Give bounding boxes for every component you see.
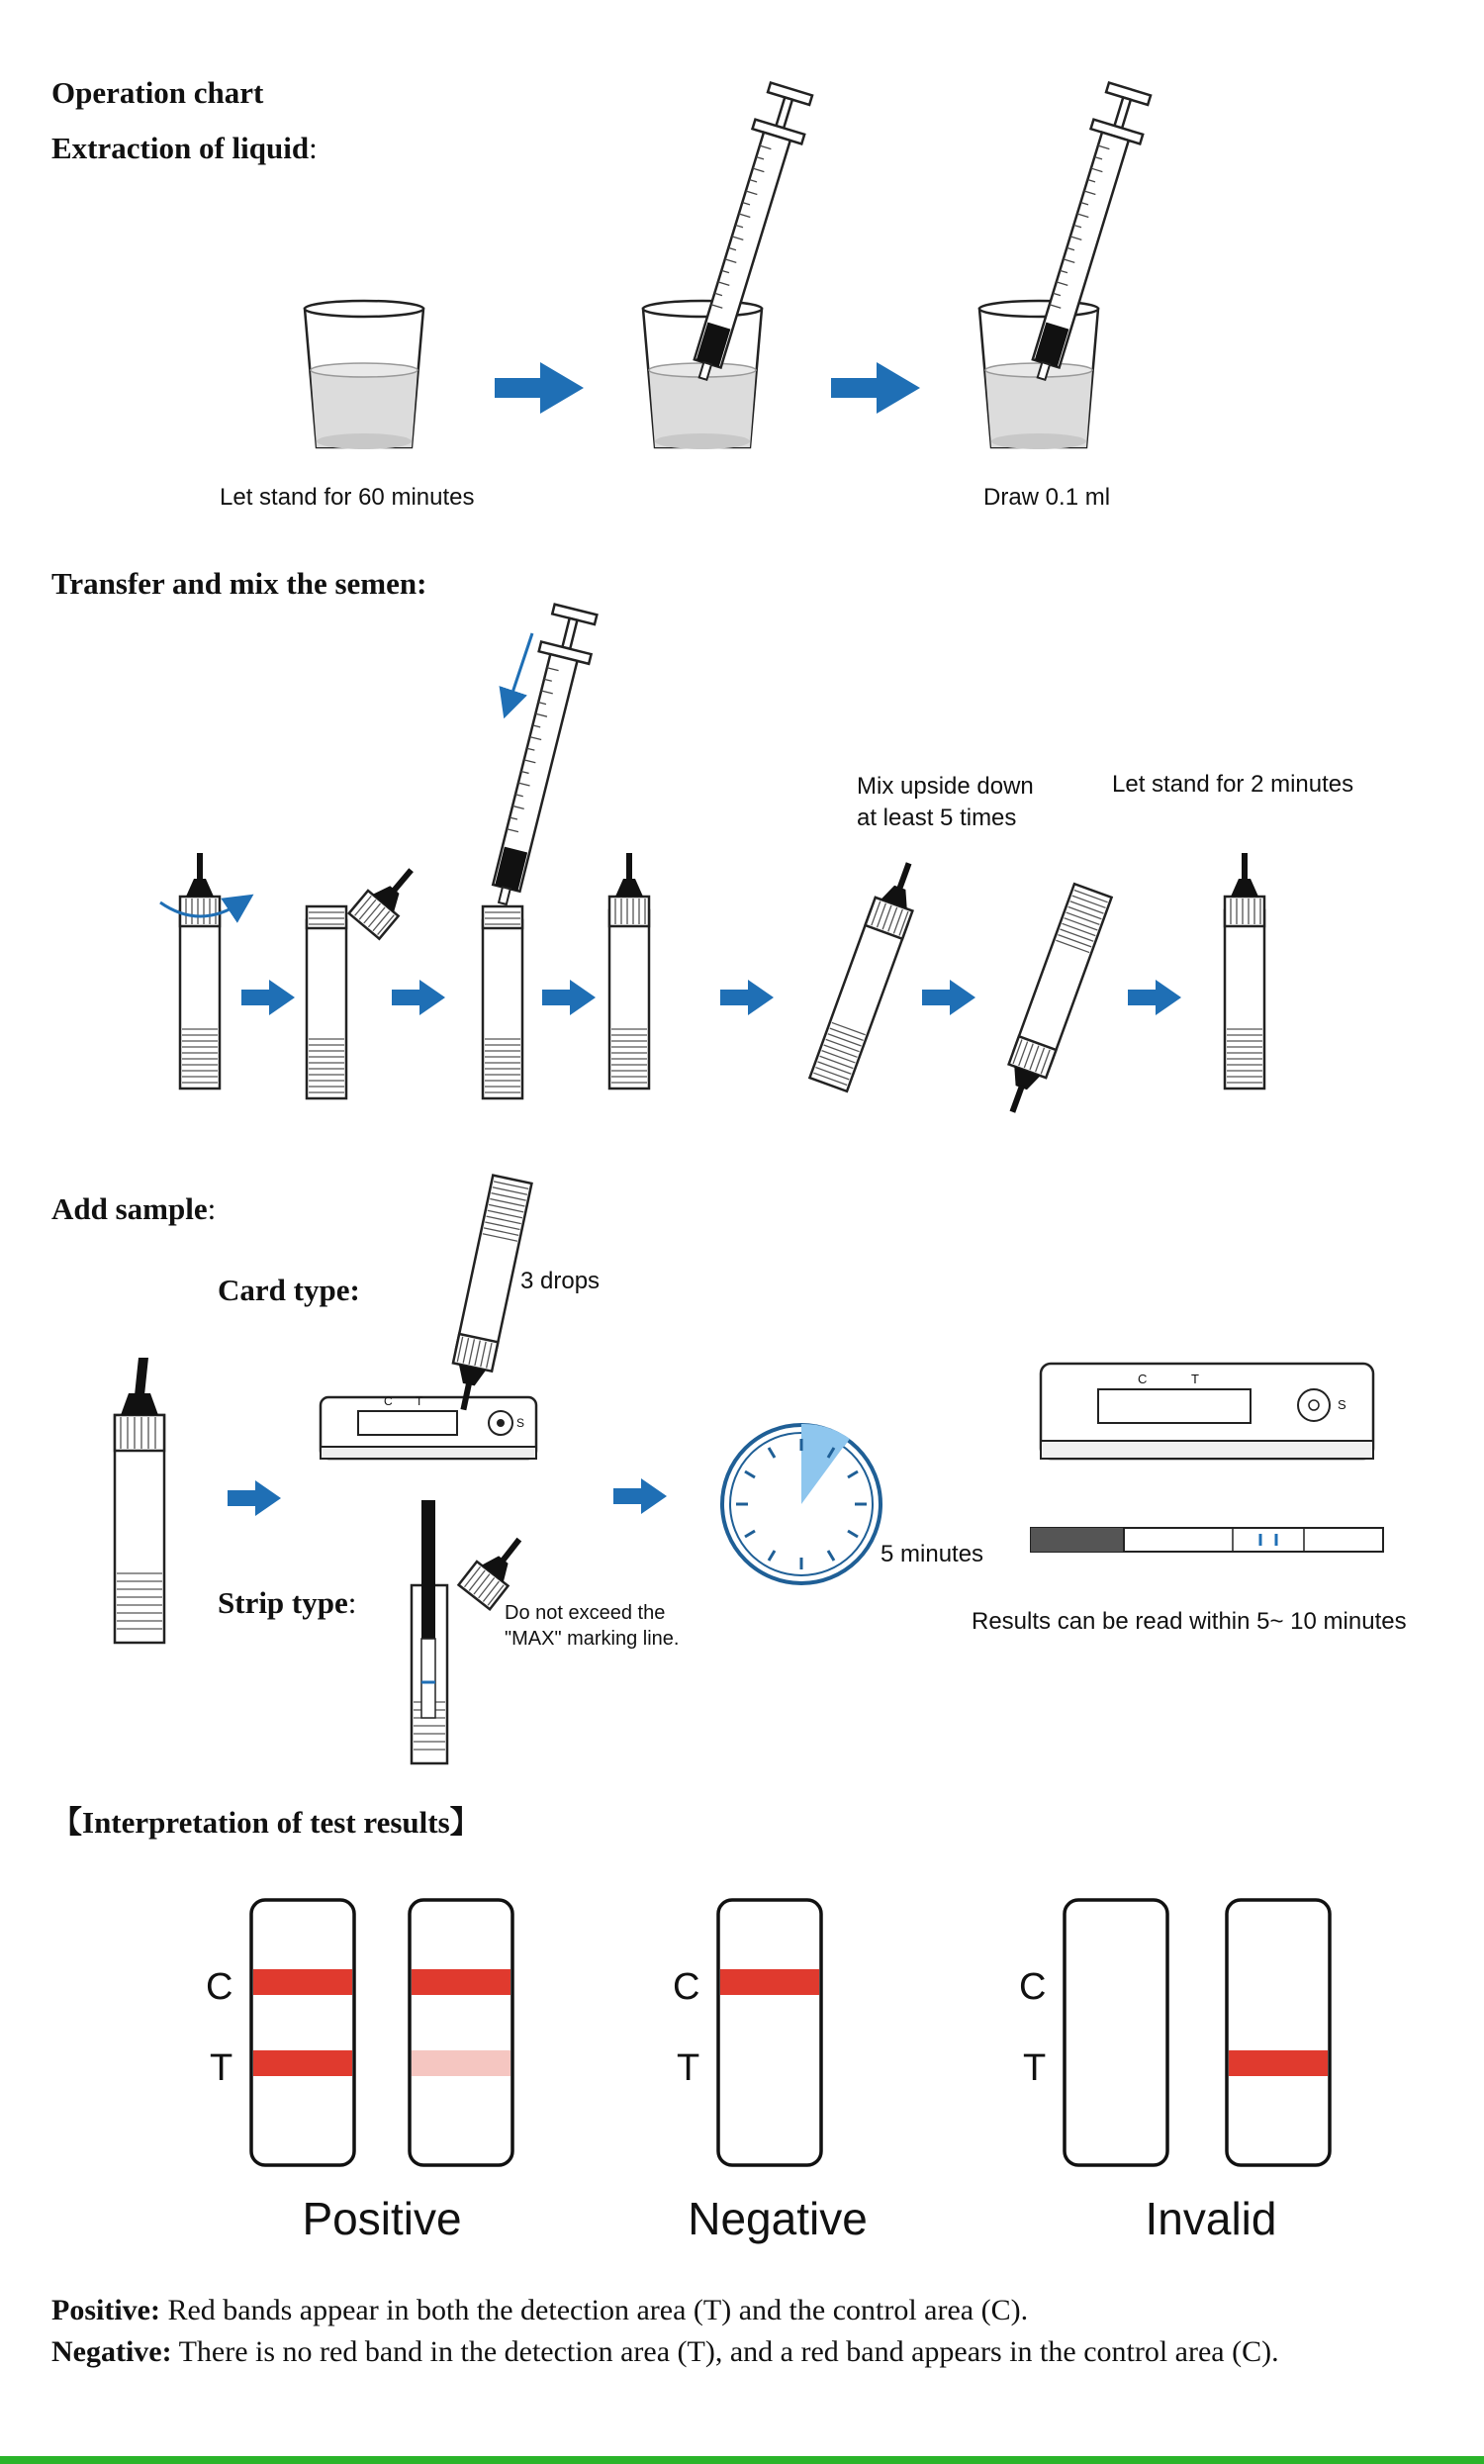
svg-text:Extraction of liquid:	[51, 131, 318, 165]
negative-c-label: C	[673, 1966, 700, 2008]
result-card-s-mark: S	[1338, 1397, 1346, 1412]
positive-device-2	[410, 1900, 512, 2165]
interpretation-heading: 【Interpretation of test results】	[51, 1805, 481, 1840]
tube-capped-twist	[160, 853, 241, 1089]
tube-syringe	[478, 604, 601, 1098]
invalid-c-label: C	[1019, 1966, 1047, 2008]
strip-type-colon: :	[347, 1585, 357, 1620]
cup-syringe-in	[643, 81, 816, 449]
result-card-device	[1041, 1364, 1373, 1459]
result-positive-group	[206, 1900, 512, 2244]
tube-open	[307, 857, 426, 1098]
positive-t-label: T	[210, 2047, 233, 2089]
negative-device	[718, 1900, 821, 2165]
card-t-mark: T	[416, 1394, 423, 1408]
arrow-1	[495, 362, 584, 414]
card-s-mark: S	[516, 1416, 525, 1430]
arrow-8	[1128, 980, 1181, 1015]
caption-draw: Draw 0.1 ml	[983, 484, 1111, 511]
caption-five-min: 5 minutes	[881, 1541, 984, 1567]
positive-c-label: C	[206, 1966, 233, 2008]
footer-negative-label: Negative:	[51, 2335, 172, 2368]
arrow-3	[241, 980, 295, 1015]
invalid-t-label: T	[1023, 2047, 1047, 2089]
footer-positive-text: Red bands appear in both the detection area (T) and the control area (C).	[159, 2294, 1029, 2326]
positive-c-band-2	[412, 1969, 510, 1995]
tube-recapped	[609, 853, 649, 1089]
positive-label: Positive	[302, 2193, 462, 2244]
footer-negative	[51, 2335, 1279, 2368]
strip-type-heading: Strip type	[218, 1585, 348, 1620]
result-card-c-mark: C	[1138, 1372, 1148, 1386]
sample-tube	[115, 1358, 164, 1643]
arrow-9	[228, 1480, 281, 1516]
invalid-label: Invalid	[1145, 2193, 1277, 2244]
card-type-heading: Card type:	[218, 1273, 360, 1307]
svg-text:Add sample:	[51, 1191, 216, 1226]
footer-positive-label: Positive:	[51, 2294, 160, 2326]
arrow-5	[542, 980, 596, 1015]
timer-clock-icon	[722, 1425, 881, 1583]
negative-label: Negative	[688, 2193, 868, 2244]
result-card-t-mark: T	[1191, 1372, 1199, 1386]
dropper-inverted	[444, 1176, 532, 1414]
negative-c-band	[720, 1969, 819, 1995]
card-c-mark: C	[384, 1394, 393, 1408]
cup-standing	[305, 301, 423, 449]
card-test-device	[321, 1394, 536, 1459]
arrow-2	[831, 362, 920, 414]
arrow-6	[720, 980, 774, 1015]
arrow-7	[922, 980, 975, 1015]
footer-positive	[51, 2294, 1028, 2326]
footer-negative-text: There is no red band in the detection area (T), and a red band appears in the control area (C).	[171, 2335, 1279, 2368]
extraction-heading: Extraction of liquid	[51, 131, 310, 165]
caption-max-1: Do not exceed the	[505, 1602, 666, 1624]
caption-mix-1: Mix upside down	[857, 773, 1034, 800]
result-negative-group	[673, 1900, 868, 2244]
cup-syringe-drawn	[979, 81, 1155, 449]
positive-device-1	[251, 1900, 354, 2165]
caption-mix-2: at least 5 times	[857, 805, 1017, 831]
bottom-accent-bar	[0, 2456, 1484, 2464]
caption-stand-60: Let stand for 60 minutes	[220, 484, 475, 511]
positive-c-band-1	[253, 1969, 352, 1995]
positive-t-band-2-faint	[412, 2050, 510, 2076]
tube-inverted	[994, 884, 1112, 1118]
add-sample-colon: :	[207, 1191, 217, 1226]
positive-t-band-1	[253, 2050, 352, 2076]
tube-tilted	[809, 856, 927, 1090]
invalid-device-1	[1065, 1900, 1167, 2165]
transfer-heading: Transfer and mix the semen:	[51, 566, 427, 601]
invalid-t-band	[1229, 2050, 1328, 2076]
negative-t-label: T	[677, 2047, 700, 2089]
arrow-10	[613, 1478, 667, 1514]
result-invalid-group	[1019, 1900, 1330, 2244]
arrow-4	[392, 980, 445, 1015]
caption-drops: 3 drops	[520, 1268, 601, 1294]
caption-max-2: "MAX" marking line.	[505, 1628, 680, 1650]
extraction-colon: :	[309, 131, 318, 165]
tube-standing	[1225, 853, 1264, 1089]
add-sample-heading: Add sample	[51, 1191, 208, 1226]
invalid-device-2	[1227, 1900, 1330, 2165]
title-heading: Operation chart	[51, 75, 264, 110]
caption-read-within: Results can be read within 5~ 10 minutes	[972, 1608, 1407, 1635]
result-strip-device	[1031, 1528, 1383, 1552]
caption-stand-2: Let stand for 2 minutes	[1112, 771, 1354, 798]
svg-text:Strip type:	[218, 1585, 356, 1620]
